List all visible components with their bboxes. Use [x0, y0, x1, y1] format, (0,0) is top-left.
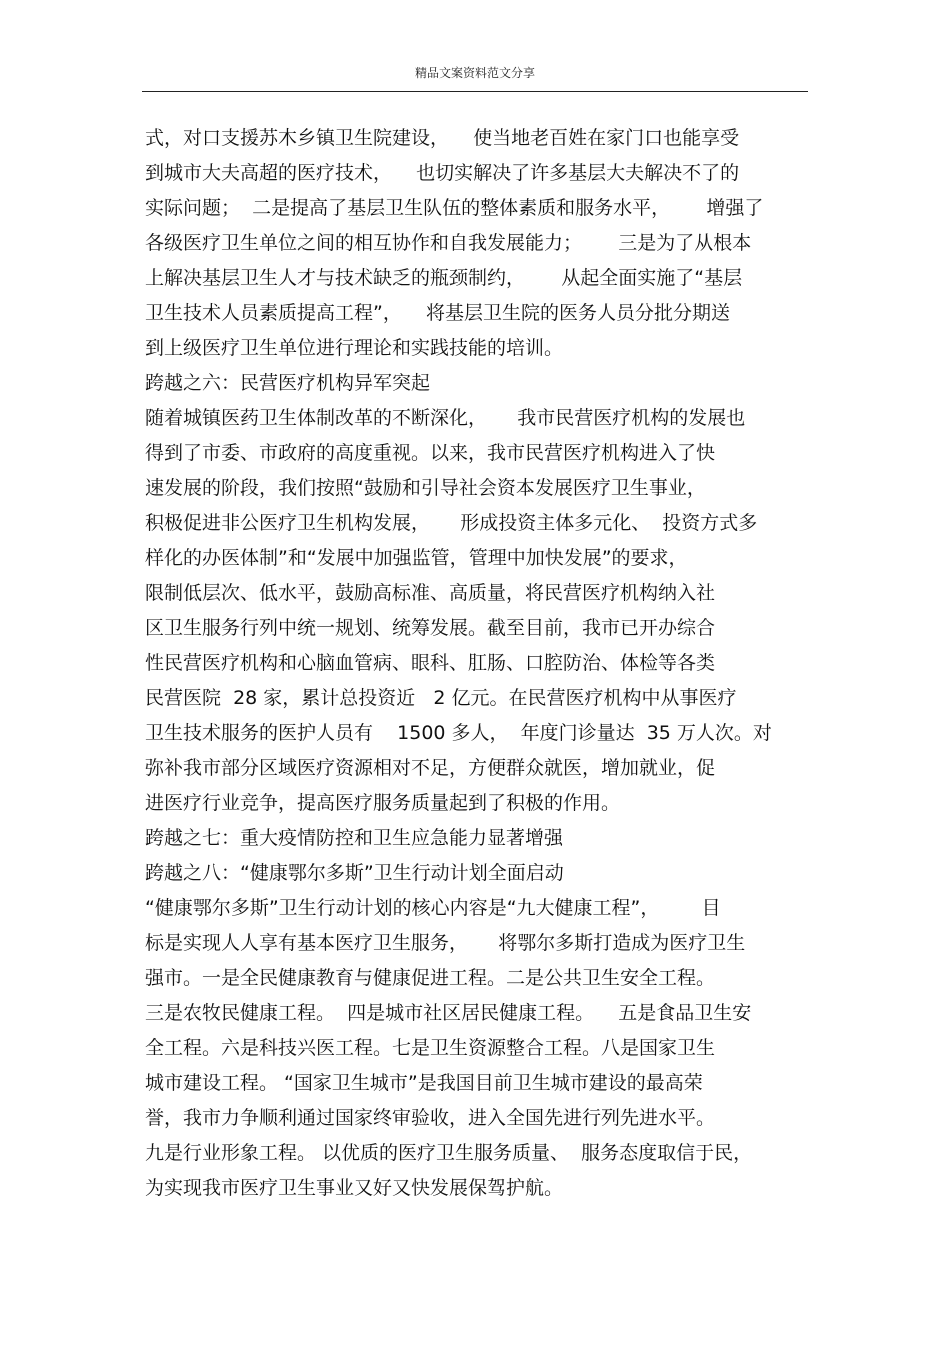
text-line: 到城市大夫高超的医疗技术， 也切实解决了许多基层大夫解决不了的	[145, 162, 740, 184]
text-line: 限制低层次、低水平，鼓励高标准、高质量，将民营医疗机构纳入社	[145, 582, 716, 604]
text-line: 速发展的阶段，我们按照“鼓励和引导社会资本发展医疗卫生事业，	[145, 477, 706, 499]
section-heading: 跨越之八：“健康鄂尔多斯”卫生行动计划全面启动	[145, 862, 564, 884]
text-line: 积极促进非公医疗卫生机构发展， 形成投资主体多元化、 投资方式多	[145, 512, 758, 534]
text-line: 弥补我市部分区域医疗资源相对不足，方便群众就医，增加就业，促	[145, 757, 716, 779]
text-line: 卫生技术服务的医护人员有 1500 多人， 年度门诊量达 35 万人次。对	[145, 722, 772, 744]
text-line: 强市。一是全民健康教育与健康促进工程。二是公共卫生安全工程。	[145, 967, 716, 989]
text-line: 样化的办医体制”和“发展中加强监管，管理中加快发展”的要求，	[145, 547, 688, 569]
text-line: 卫生技术人员素质提高工程”， 将基层卫生院的医务人员分批分期送	[145, 302, 731, 324]
section-heading: 跨越之六：民营医疗机构异军突起	[145, 372, 431, 394]
text-line: 三是农牧民健康工程。 四是城市社区居民健康工程。 五是食品卫生安	[145, 1002, 752, 1024]
section-heading: 跨越之七：重大疫情防控和卫生应急能力显著增强	[145, 827, 564, 849]
text-line: 城市建设工程。 “国家卫生城市”是我国目前卫生城市建设的最高荣	[145, 1072, 703, 1094]
text-line: 誉，我市力争顺利通过国家终审验收，进入全国先进行列先进水平。	[145, 1107, 716, 1129]
text-line: 全工程。六是科技兴医工程。七是卫生资源整合工程。八是国家卫生	[145, 1037, 716, 1059]
document-body	[145, 121, 810, 1206]
page-header: 精品文案资料范文分享	[414, 66, 535, 80]
text-line: 到上级医疗卫生单位进行理论和实践技能的培训。	[145, 337, 564, 359]
text-line: 性民营医疗机构和心脑血管病、眼科、肛肠、口腔防治、体检等各类	[145, 652, 716, 674]
text-line: 为实现我市医疗卫生事业又好又快发展保驾护航。	[145, 1177, 564, 1199]
text-line: “健康鄂尔多斯”卫生行动计划的核心内容是“九大健康工程”， 目	[145, 897, 721, 919]
text-line: 实际问题； 二是提高了基层卫生队伍的整体素质和服务水平， 增强了	[145, 197, 764, 219]
text-line: 九是行业形象工程。 以优质的医疗卫生服务质量、 服务态度取信于民，	[145, 1142, 753, 1164]
text-line: 区卫生服务行列中统一规划、统筹发展。截至目前，我市已开办综合	[145, 617, 716, 639]
text-line: 各级医疗卫生单位之间的相互协作和自我发展能力； 三是为了从根本	[145, 232, 752, 254]
text-line: 式，对口支援苏木乡镇卫生院建设， 使当地老百姓在家门口也能享受	[145, 127, 740, 149]
text-line: 进医疗行业竞争，提高医疗服务质量起到了积极的作用。	[145, 792, 621, 814]
text-line: 上解决基层卫生人才与技术缺乏的瓶颈制约， 从起全面实施了“基层	[145, 267, 743, 289]
text-line: 随着城镇医药卫生体制改革的不断深化， 我市民营医疗机构的发展也	[145, 407, 746, 429]
header-divider	[142, 91, 808, 92]
text-line: 标是实现人人享有基本医疗卫生服务， 将鄂尔多斯打造成为医疗卫生	[145, 932, 746, 954]
text-line: 得到了市委、市政府的高度重视。以来，我市民营医疗机构进入了快	[145, 442, 716, 464]
text-line: 民营医院 28 家，累计总投资近 2 亿元。在民营医疗机构中从事医疗	[145, 687, 737, 709]
